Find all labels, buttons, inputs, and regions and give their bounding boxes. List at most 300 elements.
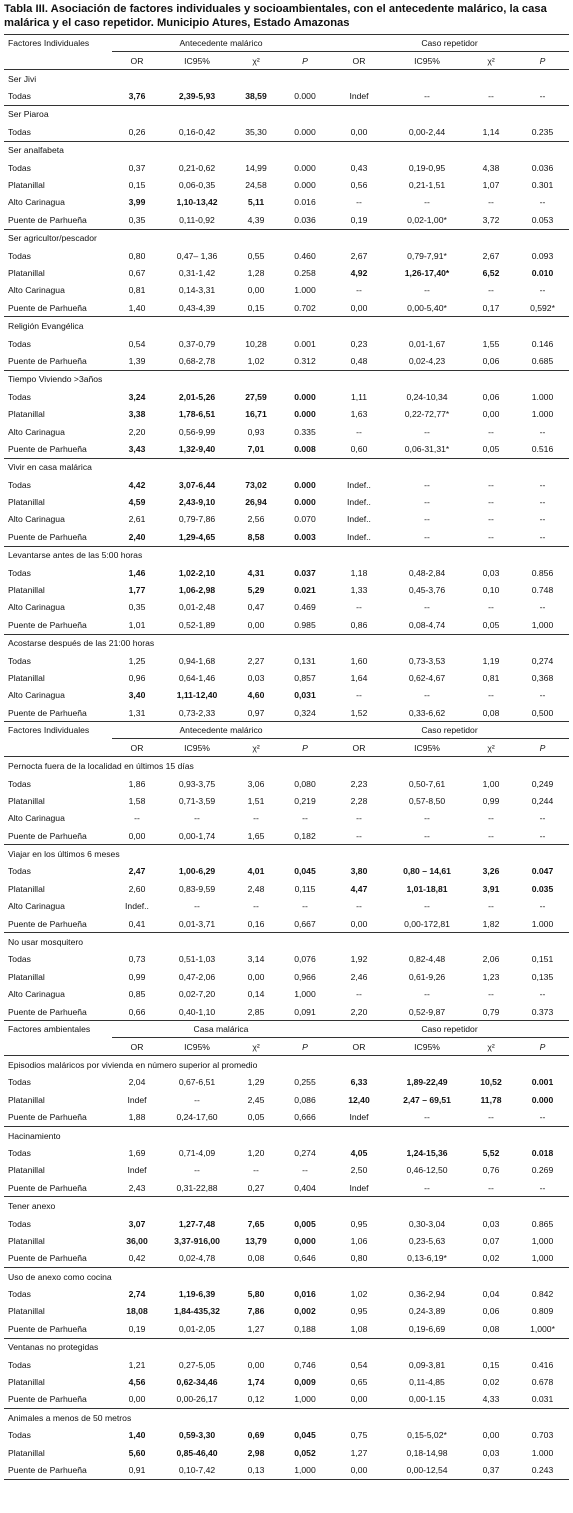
table-cell: 0,00-1.15 — [388, 1391, 466, 1409]
table-cell: 2,43 — [112, 1179, 162, 1197]
table-cell: 2,45 — [247, 1094, 265, 1105]
table-cell: 0,15-5,02* — [407, 1430, 447, 1441]
table-cell: -- — [488, 989, 494, 1000]
table-cell: 0.703 — [531, 1430, 554, 1441]
table-cell: 2,39-5,93 — [162, 87, 232, 105]
table-row — [4, 299, 569, 317]
table-cell: 0,17 — [466, 299, 516, 317]
table-cell: 0,86 — [330, 616, 388, 634]
table-cell: 0,05 — [466, 440, 516, 458]
table-cell: 1,25 — [128, 655, 146, 666]
table-cell: -- — [424, 497, 430, 508]
table-row — [4, 1427, 569, 1444]
table-cell: 1,63 — [350, 409, 368, 420]
table-row — [4, 87, 569, 105]
table-cell: 0,54 — [128, 338, 146, 349]
row-label: Platanillal — [8, 883, 45, 894]
table-cell: 0.416 — [531, 1359, 554, 1370]
table-cell: -- — [539, 989, 546, 1000]
table-cell: 24,58 — [245, 180, 267, 191]
table-cell: 0,667 — [280, 915, 330, 933]
column-header: IC95% — [162, 52, 232, 70]
column-header: P — [516, 739, 569, 757]
section-title: Animales a menos de 50 metros — [4, 1409, 569, 1427]
row-label: Todas — [8, 778, 31, 789]
table-cell: 0,857 — [294, 672, 316, 683]
column-header: P — [280, 739, 330, 757]
table-cell: 0,00 — [330, 299, 388, 317]
table-cell: 73,02 — [245, 479, 267, 490]
table-cell: 1,78-6,51 — [178, 409, 216, 420]
table-cell: 0.702 — [280, 299, 330, 317]
row-label: Todas — [8, 1147, 31, 1158]
table-cell: 1,06-2,98 — [178, 585, 216, 596]
table-cell: -- — [488, 514, 494, 525]
group-header-2: Caso repetidor — [330, 722, 569, 739]
table-cell: Indef — [330, 1179, 388, 1197]
table-cell: -- — [466, 1108, 516, 1126]
column-header: IC95% — [388, 739, 466, 757]
section-title: Ser Jivi — [4, 70, 569, 88]
table-cell: 0,11-0,92 — [162, 211, 232, 229]
table-cell: 3,40 — [128, 690, 146, 701]
factor-header: Factores Individuales — [4, 35, 112, 70]
table-cell: -- — [424, 479, 430, 490]
table-cell: 3,06 — [247, 778, 265, 789]
section-row — [4, 229, 569, 247]
table-cell: 1,20 — [247, 1147, 265, 1158]
table-cell: Indef — [127, 1165, 147, 1176]
table-cell: 12,40 — [348, 1094, 370, 1105]
table-cell: -- — [194, 901, 200, 912]
table-cell: 0,00 — [330, 123, 388, 141]
table-cell: -- — [466, 528, 516, 546]
table-cell: 0,73-3,53 — [408, 655, 446, 666]
table-row — [4, 476, 569, 493]
table-cell: 2,01-5,26 — [178, 391, 216, 402]
table-cell: 1,000 — [280, 1391, 330, 1409]
row-label: Puente de Parhueña — [4, 1179, 112, 1197]
row-label: Alto Carinagua — [8, 813, 65, 824]
table-row — [4, 669, 569, 686]
column-header: χ² — [466, 52, 516, 70]
row-label: Platanillal — [8, 409, 45, 420]
section-title: Acostarse después de las 21:00 horas — [4, 634, 569, 652]
section-row — [4, 70, 569, 88]
table-cell: -- — [356, 901, 362, 912]
table-cell: 0,24-10,34 — [406, 391, 448, 402]
row-label: Todas — [8, 1359, 31, 1370]
table-cell: -- — [488, 197, 494, 208]
table-cell: 4,33 — [466, 1391, 516, 1409]
table-cell: 0,56-9,99 — [178, 426, 216, 437]
table-cell: 0,00-2,44 — [388, 123, 466, 141]
section-title: Uso de anexo como cocina — [4, 1268, 569, 1286]
table-cell: -- — [539, 426, 546, 437]
table-cell: 0.678 — [531, 1377, 554, 1388]
table-row — [4, 775, 569, 792]
table-cell: -- — [488, 602, 494, 613]
table-cell: 0,27-5,05 — [178, 1359, 216, 1370]
table-cell: -- — [194, 1165, 200, 1176]
table-row — [4, 1391, 569, 1409]
table-cell: 5,60 — [128, 1447, 146, 1458]
table-cell: 0.008 — [280, 440, 330, 458]
table-cell: 0,00-172,81 — [388, 915, 466, 933]
section-row — [4, 317, 569, 335]
table-cell: 0,79-7,91* — [407, 250, 447, 261]
table-cell: 0,37 — [128, 162, 146, 173]
section-title: Viajar en los últimos 6 meses — [4, 845, 569, 863]
table-cell: 1,32-9,40 — [162, 440, 232, 458]
table-cell: 0,43 — [350, 162, 368, 173]
row-label: Puente de Parhueña — [4, 440, 112, 458]
table-cell: 0,02-1,00* — [388, 211, 466, 229]
table-cell: -- — [424, 901, 430, 912]
table-cell: 0,31-1,42 — [178, 267, 216, 278]
factor-header: Factores Individuales — [4, 722, 112, 757]
table-cell: 0,086 — [294, 1094, 316, 1105]
table-cell: -- — [302, 1165, 308, 1176]
table-cell: 0,64-1,46 — [178, 672, 216, 683]
table-cell: -- — [253, 1165, 259, 1176]
table-cell: 2,23 — [350, 778, 368, 789]
table-cell: 2,06 — [482, 954, 500, 965]
table-cell: 0,182 — [280, 827, 330, 845]
table-cell: 3,76 — [112, 87, 162, 105]
row-label: Platanillal — [8, 267, 45, 278]
table-cell: -- — [539, 497, 546, 508]
table-cell: 0,47– 1,36 — [176, 250, 218, 261]
section-title: Levantarse antes de las 5:00 horas — [4, 546, 569, 564]
row-label: Puente de Parhueña — [4, 528, 112, 546]
table-cell: 8,58 — [232, 528, 280, 546]
column-header: OR — [112, 52, 162, 70]
table-cell: 0.373 — [516, 1003, 569, 1021]
table-cell: -- — [356, 813, 362, 824]
table-cell: -- — [488, 285, 494, 296]
row-label: Puente de Parhueña — [4, 1003, 112, 1021]
table-row — [4, 898, 569, 915]
table-cell: 0,052 — [294, 1447, 316, 1458]
table-cell: 2,50 — [350, 1165, 368, 1176]
row-label: Platanillal — [8, 1377, 45, 1388]
table-cell: 0,00 — [112, 827, 162, 845]
table-cell: 1,000* — [516, 1320, 569, 1338]
table-cell: 1,65 — [232, 827, 280, 845]
table-cell: 26,94 — [245, 497, 267, 508]
table-cell: -- — [516, 87, 569, 105]
table-cell: 0,37 — [466, 1461, 516, 1479]
table-cell: 0,219 — [294, 795, 316, 806]
group-header-2: Caso repetidor — [330, 1021, 569, 1038]
table-cell: 0.053 — [516, 211, 569, 229]
table-cell: 0,746 — [294, 1359, 316, 1370]
table-cell: -- — [539, 285, 546, 296]
table-row — [4, 528, 569, 546]
table-cell: 0,22-72,77* — [404, 409, 450, 420]
table-cell: 0.037 — [294, 567, 316, 578]
table-cell: 0,188 — [280, 1320, 330, 1338]
table-cell: 1,74 — [247, 1377, 265, 1388]
row-label: Todas — [8, 479, 31, 490]
row-label: Todas — [8, 655, 31, 666]
column-header: P — [280, 52, 330, 70]
table-cell: 0,091 — [280, 1003, 330, 1021]
table-row — [4, 440, 569, 458]
section-title: Tener anexo — [4, 1197, 569, 1215]
table-cell: 0,06 — [482, 1306, 500, 1317]
table-cell: 0,83-9,59 — [178, 883, 216, 894]
table-cell: 2,43-9,10 — [178, 497, 216, 508]
group-header-1: Casa malárica — [112, 1021, 330, 1038]
table-cell: 2,47 – 69,51 — [403, 1094, 451, 1105]
table-row — [4, 792, 569, 809]
table-cell: 2,46 — [350, 971, 368, 982]
table-cell: 1,84-435,32 — [174, 1306, 220, 1317]
table-cell: 0,00 — [482, 409, 500, 420]
row-label: Alto Carinagua — [8, 285, 65, 296]
table-row — [4, 1461, 569, 1479]
table-cell: 0,37-0,79 — [178, 338, 216, 349]
table-cell: 0,21-0,62 — [178, 162, 216, 173]
table-cell: 0,10-7,42 — [162, 1461, 232, 1479]
table-cell: 0.685 — [516, 352, 569, 370]
table-cell: 0.000 — [280, 123, 330, 141]
table-cell: 0,97 — [232, 704, 280, 722]
table-cell: 0,135 — [531, 971, 554, 982]
table-cell: 0,82-4,48 — [408, 954, 446, 965]
table-cell: 2,74 — [128, 1289, 146, 1300]
table-cell: 0,96 — [128, 672, 146, 683]
table-cell: 0.001 — [531, 1077, 554, 1088]
table-cell: 0,66 — [112, 1003, 162, 1021]
table-cell: 0,02 — [466, 1250, 516, 1268]
section-title: Episodios maláricos por vivienda en número superior al promedio — [4, 1056, 569, 1074]
column-header: OR — [112, 1038, 162, 1056]
table-cell: -- — [388, 87, 466, 105]
table-cell: 0.036 — [280, 211, 330, 229]
table-row — [4, 687, 569, 704]
column-header: IC95% — [162, 1038, 232, 1056]
table-cell: 2,47 — [128, 866, 146, 877]
table-cell: 1,29-4,65 — [162, 528, 232, 546]
table-cell: 0.010 — [531, 267, 554, 278]
table-cell: 0,03 — [482, 567, 500, 578]
table-cell: 7,86 — [247, 1306, 265, 1317]
table-cell: 0,91 — [112, 1461, 162, 1479]
table-cell: 0,75 — [350, 1430, 368, 1441]
table-row — [4, 810, 569, 827]
table-cell: 35,30 — [232, 123, 280, 141]
table-cell: 0.809 — [531, 1306, 554, 1317]
table-cell: 0,27 — [232, 1179, 280, 1197]
section-row — [4, 458, 569, 476]
table-cell: 0,42 — [112, 1250, 162, 1268]
table-cell: 0,244 — [531, 795, 554, 806]
section-row — [4, 634, 569, 652]
header-row — [4, 1021, 569, 1038]
section-row — [4, 757, 569, 775]
row-label: Platanillal — [8, 971, 45, 982]
section-title: Ser agricultor/pescador — [4, 229, 569, 247]
table-row — [4, 511, 569, 528]
table-cell: 0,21-1,51 — [408, 180, 446, 191]
table-cell: 0.856 — [531, 567, 554, 578]
table-cell: 0.000 — [294, 180, 316, 191]
table-row — [4, 335, 569, 352]
table-cell: 5,52 — [482, 1147, 500, 1158]
table-cell: -- — [302, 901, 308, 912]
header-row — [4, 35, 569, 52]
column-header: χ² — [232, 739, 280, 757]
table-cell: 0,07 — [482, 1235, 500, 1246]
row-label: Puente de Parhueña — [4, 704, 112, 722]
table-cell: 1.000 — [531, 409, 554, 420]
table-cell: 2,67 — [350, 250, 368, 261]
table-cell: 3,43 — [112, 440, 162, 458]
table-row — [4, 915, 569, 933]
column-header: IC95% — [162, 739, 232, 757]
table-cell: 0,33-6,62 — [388, 704, 466, 722]
table-cell: -- — [134, 813, 140, 824]
table-cell: 0.301 — [531, 180, 554, 191]
table-row — [4, 405, 569, 422]
table-row — [4, 581, 569, 598]
table-cell: 0.000 — [280, 87, 330, 105]
table-cell: Indef — [330, 87, 388, 105]
table-cell: 1,07 — [482, 180, 500, 191]
section-row — [4, 1338, 569, 1356]
table-row — [4, 1250, 569, 1268]
table-row — [4, 1285, 569, 1302]
table-cell: 0,08 — [466, 704, 516, 722]
table-row — [4, 1303, 569, 1320]
table-cell: 0,99 — [128, 971, 146, 982]
table-cell: -- — [356, 602, 362, 613]
table-cell: 2,85 — [232, 1003, 280, 1021]
section-row — [4, 933, 569, 951]
table-cell: 0.985 — [280, 616, 330, 634]
table-cell: 0,592* — [516, 299, 569, 317]
table-cell: 0,52-9,87 — [388, 1003, 466, 1021]
table-cell: 2,48 — [247, 883, 265, 894]
table-cell: 1,27-7,48 — [178, 1218, 216, 1229]
table-cell: 0,18-14,98 — [406, 1447, 448, 1458]
row-label: Alto Carinagua — [8, 989, 65, 1000]
table-cell: -- — [488, 901, 494, 912]
row-label: Alto Carinagua — [8, 426, 65, 437]
table-cell: 2,98 — [247, 1447, 265, 1458]
table-cell: 0,41 — [112, 915, 162, 933]
table-cell: 0,274 — [294, 1147, 316, 1158]
table-cell: -- — [424, 426, 430, 437]
table-cell: 0.001 — [294, 338, 316, 349]
table-cell: 0,95 — [350, 1218, 368, 1229]
table-row — [4, 1108, 569, 1126]
row-label: Todas — [8, 567, 31, 578]
table-cell: Indef.. — [347, 479, 371, 490]
table-cell: 0,06-0,35 — [178, 180, 216, 191]
table-cell: 0,00 — [330, 1391, 388, 1409]
section-row — [4, 1268, 569, 1286]
table-cell: 2,04 — [128, 1077, 146, 1088]
table-cell: 0,62-34,46 — [176, 1377, 218, 1388]
table-cell: 4,31 — [247, 567, 265, 578]
table-cell: 2,56 — [247, 514, 265, 525]
row-label: Puente de Parhueña — [4, 299, 112, 317]
table-cell: 7,01 — [232, 440, 280, 458]
table-cell: 1,26-17,40* — [404, 267, 450, 278]
table-cell: 0,045 — [294, 866, 316, 877]
table-cell: -- — [516, 1108, 569, 1126]
table-cell: 0,02-4,78 — [162, 1250, 232, 1268]
table-cell: 1,28 — [247, 267, 265, 278]
table-cell: 0,15 — [128, 180, 146, 191]
table-cell: 1,52 — [330, 704, 388, 722]
table-cell: 0,255 — [294, 1077, 316, 1088]
section-title: Ser Piaroa — [4, 105, 569, 123]
table-row — [4, 247, 569, 264]
table-cell: 0,51-1,03 — [178, 954, 216, 965]
table-cell: 0,00 — [247, 1359, 265, 1370]
section-row — [4, 370, 569, 388]
section-title: Ser analfabeta — [4, 141, 569, 159]
table-cell: 0,80 – 14,61 — [403, 866, 451, 877]
column-header: IC95% — [388, 52, 466, 70]
table-cell: 1,39 — [112, 352, 162, 370]
table-cell: 3,38 — [128, 409, 146, 420]
table-cell: 0,06 — [482, 391, 500, 402]
table-cell: 0,14-3,31 — [178, 285, 216, 296]
table-cell: 0.243 — [516, 1461, 569, 1479]
table-cell: 0,45-3,76 — [408, 585, 446, 596]
table-row — [4, 986, 569, 1003]
table-cell: 1,02 — [232, 352, 280, 370]
table-cell: 0.021 — [294, 585, 316, 596]
table-cell: 0,00-1,74 — [162, 827, 232, 845]
row-label: Alto Carinagua — [8, 602, 65, 613]
table-row — [4, 652, 569, 669]
table-body — [4, 35, 569, 1480]
table-cell: 0,23 — [350, 338, 368, 349]
table-cell: 0,00 — [330, 915, 388, 933]
table-cell: 10,28 — [245, 338, 267, 349]
row-label: Todas — [4, 87, 112, 105]
table-cell: -- — [356, 989, 362, 1000]
table-cell: 0,031 — [294, 690, 316, 701]
table-cell: 0,274 — [531, 655, 554, 666]
table-cell: -- — [424, 514, 430, 525]
table-cell: 0,00-12,54 — [388, 1461, 466, 1479]
table-row — [4, 176, 569, 193]
table-cell: 0.093 — [531, 250, 554, 261]
table-row — [4, 564, 569, 581]
table-cell: 2,40 — [112, 528, 162, 546]
table-cell: 1,01-18,81 — [406, 883, 448, 894]
table-cell: 0.335 — [294, 426, 316, 437]
table-cell: -- — [330, 827, 388, 845]
table-cell: 0,966 — [294, 971, 316, 982]
table-cell: 1,92 — [350, 954, 368, 965]
table-cell: -- — [466, 87, 516, 105]
table-cell: 0,93 — [247, 426, 265, 437]
table-cell: 0,12 — [232, 1391, 280, 1409]
table-cell: 1.000 — [531, 391, 554, 402]
table-cell: 1,11-12,40 — [176, 690, 218, 701]
row-label: Puente de Parhueña — [4, 1461, 112, 1479]
table-cell: 0.748 — [531, 585, 554, 596]
